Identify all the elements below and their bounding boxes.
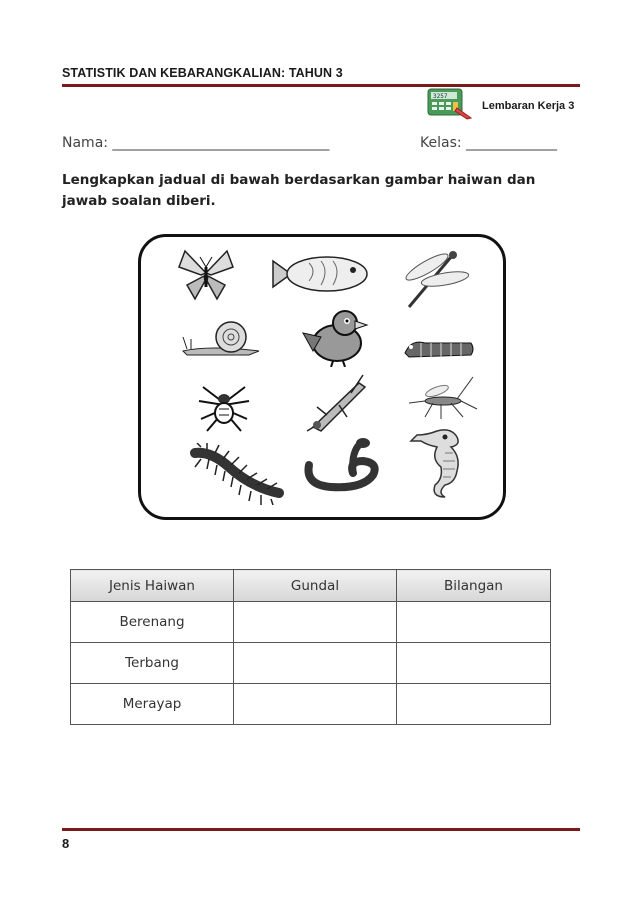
calculator-display: 3257 bbox=[433, 93, 448, 100]
table-header-type: Jenis Haiwan bbox=[71, 570, 234, 602]
row-type: Merayap bbox=[71, 684, 234, 725]
worksheet-label: Lembaran Kerja 3 bbox=[482, 100, 575, 112]
table-header-count: Bilangan bbox=[397, 570, 551, 602]
seahorse-icon bbox=[407, 423, 471, 499]
header-title: STATISTIK DAN KEBARANGKALIAN: TAHUN 3 bbox=[62, 66, 343, 80]
header-rule bbox=[62, 84, 580, 87]
instruction-text: Lengkapkan jadual di bawah berdasarkan gambar haiwan dan jawab soalan diberi. bbox=[62, 172, 536, 209]
table-row bbox=[71, 602, 551, 643]
dragonfly-icon bbox=[395, 243, 473, 313]
caterpillar-icon bbox=[401, 333, 477, 361]
tally-cell[interactable] bbox=[234, 684, 397, 725]
count-cell[interactable] bbox=[397, 643, 551, 684]
row-type: Terbang bbox=[71, 643, 234, 684]
snail-icon bbox=[179, 319, 263, 357]
tally-table bbox=[70, 569, 551, 725]
fish-icon bbox=[269, 251, 371, 297]
spider-icon bbox=[195, 379, 253, 435]
centipede-icon bbox=[181, 443, 291, 505]
tally-cell[interactable] bbox=[234, 602, 397, 643]
animal-picture-frame bbox=[138, 234, 506, 520]
page-number: 8 bbox=[62, 836, 70, 851]
calculator-icon bbox=[427, 86, 473, 120]
count-cell[interactable] bbox=[397, 684, 551, 725]
snake-icon bbox=[301, 435, 381, 497]
name-field[interactable]: Nama: _______________________________ bbox=[62, 135, 330, 151]
table-row bbox=[71, 684, 551, 725]
table-header-tally: Gundal bbox=[234, 570, 397, 602]
grasshopper-icon bbox=[303, 371, 373, 433]
count-cell[interactable] bbox=[397, 602, 551, 643]
mosquito-icon bbox=[407, 373, 479, 421]
class-field[interactable]: Kelas: _____________ bbox=[420, 135, 558, 151]
row-type: Berenang bbox=[71, 602, 234, 643]
butterfly-icon bbox=[175, 245, 237, 303]
footer-rule bbox=[62, 828, 580, 831]
bird-icon bbox=[299, 307, 371, 367]
tally-cell[interactable] bbox=[234, 643, 397, 684]
table-row bbox=[71, 643, 551, 684]
